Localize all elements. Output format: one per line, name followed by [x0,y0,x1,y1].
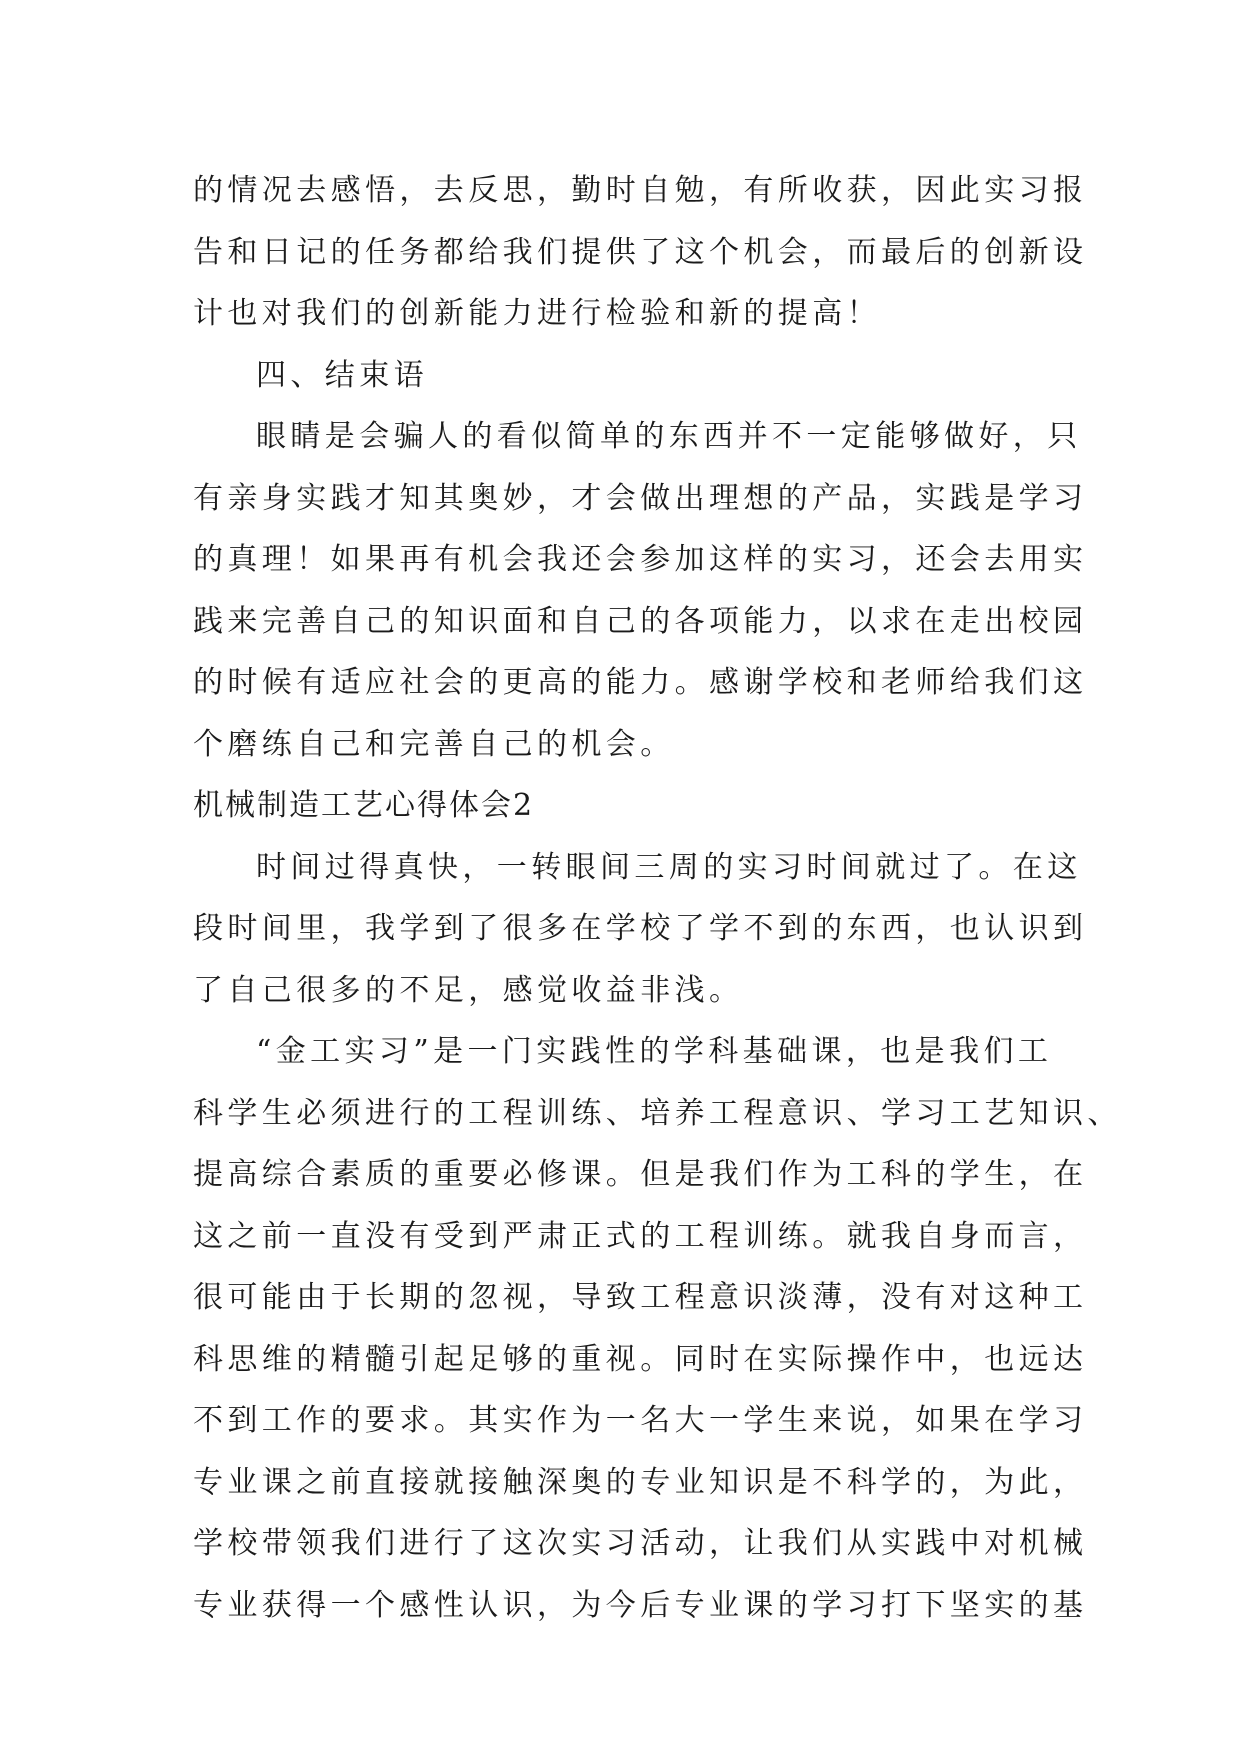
paragraph-line: 了自己很多的不足，感觉收益非浅。 [193,972,744,1008]
article-title: 机械制造工艺心得体会2 [193,788,535,823]
paragraph-line: 计也对我们的创新能力进行检验和新的提高！ [193,296,881,331]
paragraph-line: 提高综合素质的重要必修课。但是我们作为工科的学生，在 [193,1157,1088,1192]
paragraph-line: 专业获得一个感性认识，为今后专业课的学习打下坚实的基 [193,1587,1088,1623]
paragraph-line: 科思维的精髓引起足够的重视。同时在实际操作中，也远达 [193,1341,1088,1377]
paragraph-line: “金工实习”是一门实践性的学科基础课，也是我们工 [256,1034,1053,1069]
paragraph-line: 个磨练自己和完善自己的机会。 [193,726,675,762]
paragraph-line: 很可能由于长期的忽视，导致工程意识淡薄，没有对这种工 [193,1280,1088,1315]
paragraph-line: 的时候有适应社会的更高的能力。感谢学校和老师给我们这 [193,665,1088,700]
paragraph-line: 眼睛是会骗人的看似简单的东西并不一定能够做好，只 [256,419,1082,454]
paragraph-line: 践来完善自己的知识面和自己的各项能力，以求在走出校园 [193,603,1088,639]
document-body [193,160,1122,1636]
paragraph-line: 的真理！如果再有机会我还会参加这样的实习，还会去用实 [193,542,1088,577]
paragraph-line: 时间过得真快，一转眼间三周的实习时间就过了。在这 [256,849,1082,885]
paragraph-line: 专业课之前直接就接触深奥的专业知识是不科学的，为此， [193,1464,1088,1500]
paragraph-line: 学校带领我们进行了这次实习活动，让我们从实践中对机械 [193,1526,1088,1561]
paragraph-line: 这之前一直没有受到严肃正式的工程训练。就我自身而言， [193,1218,1088,1254]
paragraph-line: 告和日记的任务都给我们提供了这个机会，而最后的创新设 [193,234,1088,270]
section-heading: 四、结束语 [256,357,428,393]
paragraph-line: 的情况去感悟，去反思，勤时自勉，有所收获，因此实习报 [193,173,1088,208]
paragraph-line: 段时间里，我学到了很多在学校了学不到的东西，也认识到 [193,911,1088,946]
paragraph-line: 科学生必须进行的工程训练、培养工程意识、学习工艺知识、 [193,1095,1122,1131]
paragraph-line: 不到工作的要求。其实作为一名大一学生来说，如果在学习 [193,1403,1088,1438]
paragraph-line: 有亲身实践才知其奥妙，才会做出理想的产品，实践是学习 [193,480,1088,516]
